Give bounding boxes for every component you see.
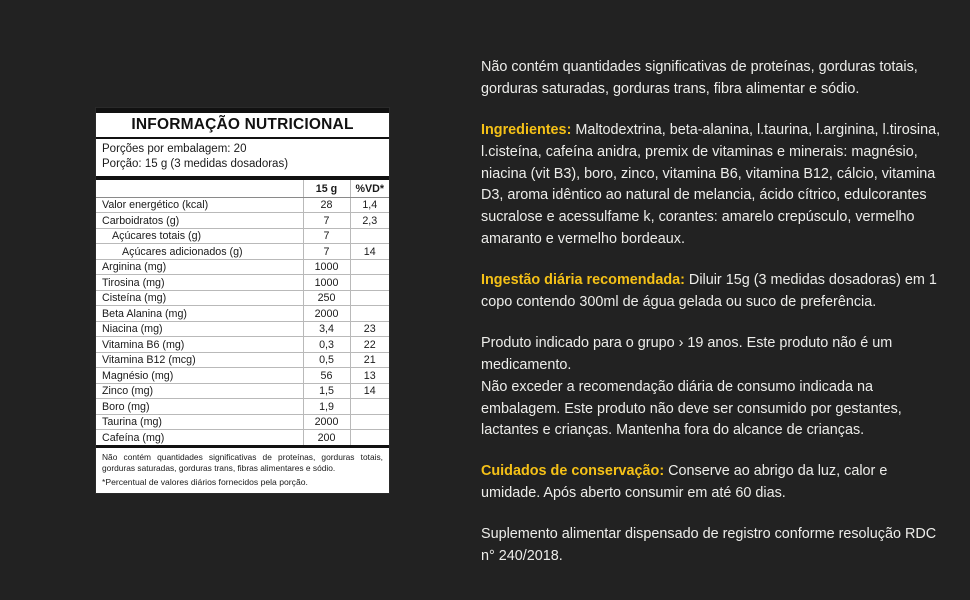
nutrient-name: Tirosina (mg): [96, 275, 303, 291]
nutrient-daily-value: [350, 414, 389, 430]
storage-paragraph: [481, 461, 943, 505]
footnote-daily-value: *Percentual de valores diários fornecidos pela porção.: [102, 477, 308, 488]
nutrient-amount: 7: [303, 228, 350, 244]
nutrient-name: Arginina (mg): [96, 259, 303, 275]
nutrient-amount: 2000: [303, 414, 350, 430]
table-row: [96, 414, 389, 430]
nutrient-name: Açúcares adicionados (g): [96, 244, 303, 260]
nutrient-daily-value: [350, 306, 389, 322]
table-row: [96, 383, 389, 399]
nutrient-name: Valor energético (kcal): [96, 197, 303, 213]
nutrient-daily-value: 1,4: [350, 197, 389, 213]
product-information-column: [481, 57, 943, 568]
nutrition-title-block: [96, 108, 389, 139]
footnote-insignificant-amounts: Não contém quantidades significativas de proteínas, gorduras totais, gorduras saturadas, gorduras trans, fibras alimentares e sódio.: [102, 452, 383, 474]
nutrient-daily-value: [350, 430, 389, 446]
table-row: [96, 337, 389, 353]
ingredients-label: Ingredientes:: [481, 121, 572, 138]
nutrient-daily-value: 13: [350, 368, 389, 384]
nutrient-amount: 250: [303, 290, 350, 306]
spacer: [481, 442, 943, 461]
intake-label: Ingestão diária recomendada:: [481, 272, 685, 289]
nutrient-amount: 28: [303, 197, 350, 213]
nutrition-table-body: [96, 197, 389, 445]
storage-label: Cuidados de conservação:: [481, 463, 665, 480]
intake-text: Diluir 15g (3 medidas dosadoras) em 1 copo contendo 300ml de água gelada ou suco de preferência.: [481, 272, 937, 311]
nutrient-name: Vitamina B6 (mg): [96, 337, 303, 353]
ingredients-text: Maltodextrina, beta-alanina, l.taurina, l.arginina, l.tirosina, l.cisteína, cafeína anidra, premix de vitaminas e minerais: magnésio, niacina (vit B3), boro, zinco, vitamina B6, vitamina B12, cálcio, vitamina D3, aroma idêntico ao natural de melancia, ácido cítrico, edulcorantes sucralose e acessulfame k, corantes: amarelo crepúsculo, vermelho amaranto e vermelho bordeaux.: [481, 121, 941, 248]
spacer: [481, 251, 943, 270]
nutrient-amount: 1000: [303, 259, 350, 275]
nutrient-daily-value: 2,3: [350, 213, 389, 229]
table-row: [96, 352, 389, 368]
table-row: [96, 213, 389, 229]
nutrition-footnote-block: [96, 445, 389, 493]
nutrient-daily-value: 14: [350, 244, 389, 260]
nutrient-daily-value: [350, 275, 389, 291]
table-row: [96, 399, 389, 415]
spacer: [481, 101, 943, 120]
nutrient-amount: 0,5: [303, 352, 350, 368]
nutrient-name: Niacina (mg): [96, 321, 303, 337]
nutrient-amount: 200: [303, 430, 350, 446]
nutrition-title: INFORMAÇÃO NUTRICIONAL: [131, 116, 354, 133]
spacer: [481, 505, 943, 524]
table-row: [96, 306, 389, 322]
spacer: [481, 314, 943, 333]
nutrient-amount: 2000: [303, 306, 350, 322]
nutrient-amount: 7: [303, 244, 350, 260]
portion-size: Porção: 15 g (3 medidas dosadoras): [102, 158, 289, 171]
nutrient-name: Cafeína (mg): [102, 431, 165, 444]
table-row: [96, 197, 389, 213]
nutrient-name: Carboidratos (g): [96, 213, 303, 229]
table-row: [96, 290, 389, 306]
table-row: [96, 275, 389, 291]
nutrient-name: Taurina (mg): [96, 414, 303, 430]
nutrition-table: [96, 180, 389, 445]
nutrient-amount: 56: [303, 368, 350, 384]
nutrient-daily-value: 22: [350, 337, 389, 353]
nutrient-daily-value: [350, 259, 389, 275]
nutrient-amount: 0,3: [303, 337, 350, 353]
nutrient-daily-value: [350, 228, 389, 244]
table-row: [96, 228, 389, 244]
nutrient-daily-value: 21: [350, 352, 389, 368]
portion-info-block: [96, 139, 389, 180]
nutrient-amount: 1000: [303, 275, 350, 291]
nutrient-name: Vitamina B12 (mcg): [96, 352, 303, 368]
table-row: [96, 430, 389, 446]
nutrient-name: Boro (mg): [96, 399, 303, 415]
nutrient-name: Cisteína (mg): [96, 290, 303, 306]
column-header-amount: 15 g: [303, 180, 350, 197]
intake-paragraph: [481, 270, 943, 314]
nutrient-amount: 3,4: [303, 321, 350, 337]
nutrient-daily-value: 23: [350, 321, 389, 337]
nutrient-name: Zinco (mg): [96, 383, 303, 399]
table-header-row: [96, 180, 389, 197]
table-row: [96, 259, 389, 275]
intro-paragraph: Não contém quantidades significativas de proteínas, gorduras totais, gorduras saturadas, gorduras trans, fibra alimentar e sódio.: [481, 59, 918, 97]
column-header-nutrient: [96, 180, 303, 197]
column-header-vd: %VD*: [350, 180, 389, 197]
nutrient-name: Beta Alanina (mg): [96, 306, 303, 322]
nutrient-amount: 1,5: [303, 383, 350, 399]
nutrient-amount: 1,9: [303, 399, 350, 415]
warning-usage-paragraph: Não exceder a recomendação diária de consumo indicada na embalagem. Este produto não deve ser consumido por gestantes, lactantes e crianças. Mantenha fora do alcance de crianças.: [481, 378, 902, 439]
nutrient-name: Açúcares totais (g): [96, 228, 303, 244]
table-row: [96, 244, 389, 260]
nutrient-daily-value: [350, 399, 389, 415]
table-row: [96, 368, 389, 384]
registration-paragraph: Suplemento alimentar dispensado de registro conforme resolução RDC n° 240/2018.: [481, 526, 937, 565]
storage-text: Conserve ao abrigo da luz, calor e umidade. Após aberto consumir em até 60 dias.: [481, 463, 888, 502]
nutrient-daily-value: 14: [350, 383, 389, 399]
nutrition-table-head: [96, 180, 389, 197]
warning-age-paragraph: Produto indicado para o grupo › 19 anos. Este produto não é um medicamento.: [481, 334, 893, 373]
portions-per-package: Porções por embalagem: 20: [102, 143, 247, 156]
table-row: [96, 321, 389, 337]
nutrient-amount: 7: [303, 213, 350, 229]
nutrition-facts-panel: [95, 107, 390, 494]
nutrient-name: Magnésio (mg): [96, 368, 303, 384]
ingredients-paragraph: [481, 120, 943, 251]
nutrient-daily-value: [350, 290, 389, 306]
